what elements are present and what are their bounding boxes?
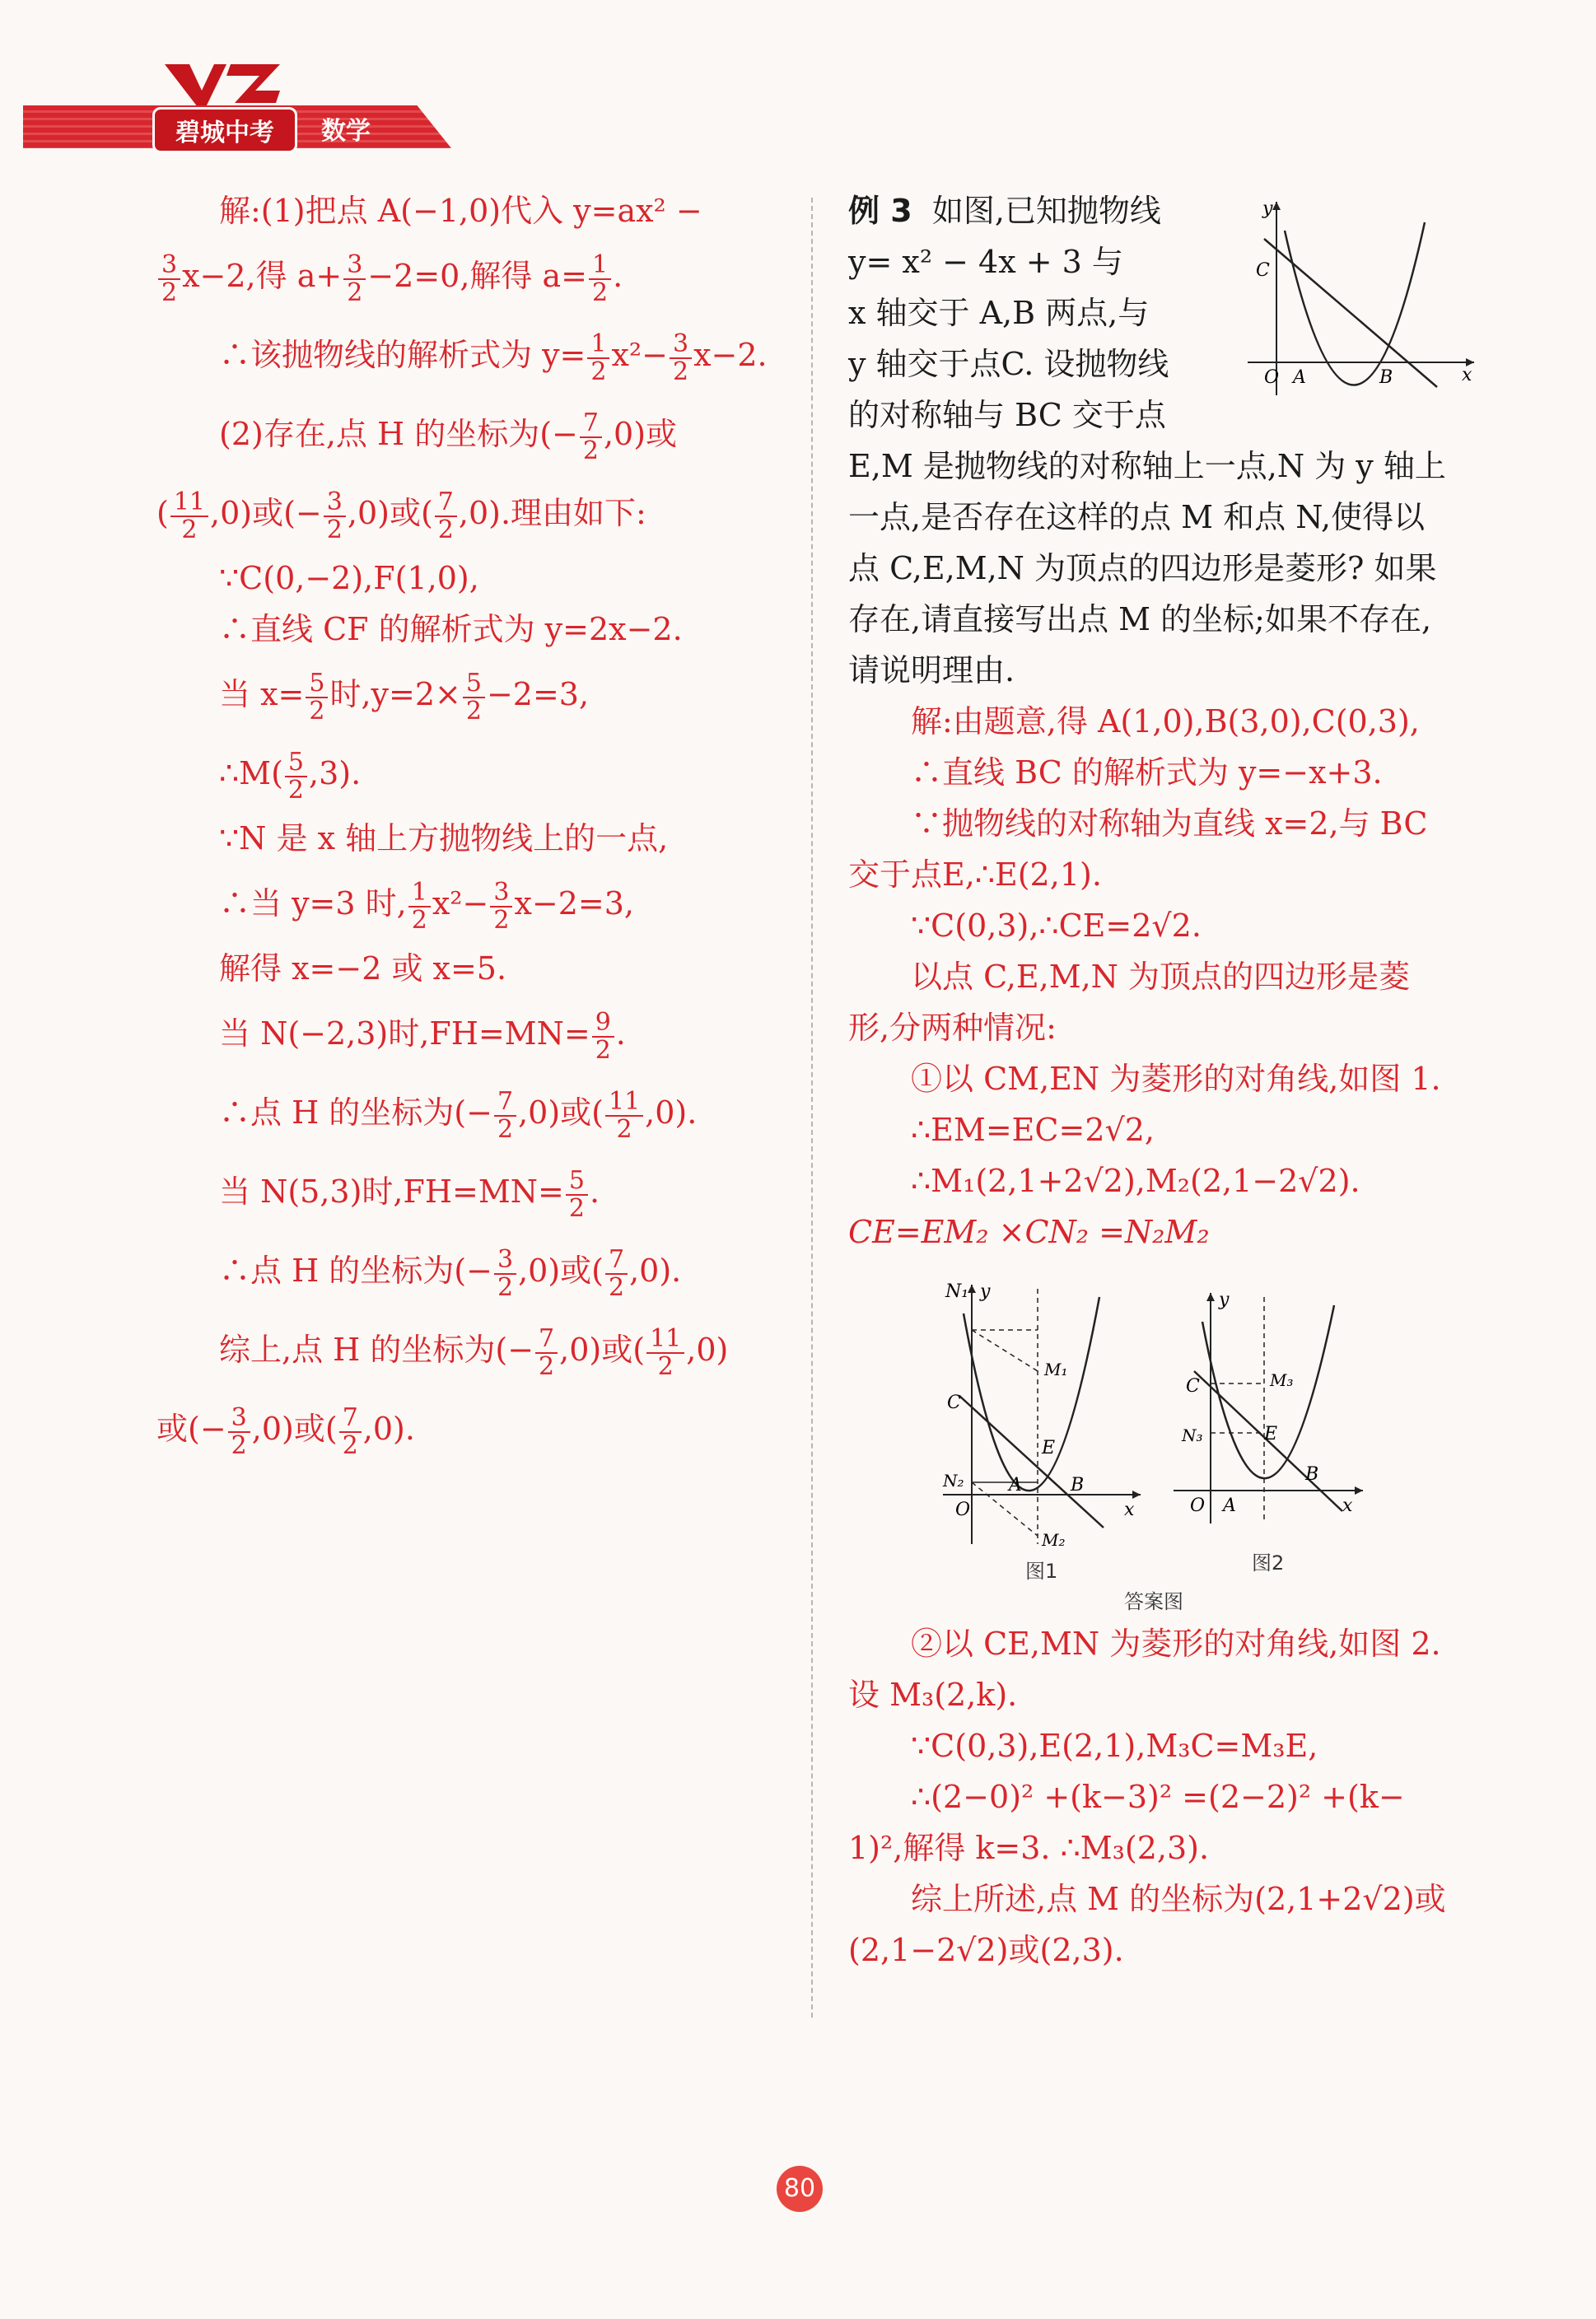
left-line-18: 或(− $\frac{3}{2}$ ,0)或( $\frac{7}{2}$ ,0). bbox=[156, 1403, 415, 1460]
svg-text:O: O bbox=[1264, 367, 1280, 388]
left-line-2: $\frac{3}{2}$ x−2,得 a+ $\frac{3}{2}$ −2=0,解得 a= $\frac{1}{2}$ . bbox=[156, 236, 791, 315]
svg-text:M₁: M₁ bbox=[1044, 1360, 1068, 1379]
left-line-7: ∴直线 CF 的解析式为 y=2x−2. bbox=[219, 611, 683, 647]
svg-text:E: E bbox=[1042, 1438, 1056, 1458]
svg-text:O: O bbox=[955, 1500, 971, 1520]
svg-text:B: B bbox=[1379, 367, 1393, 388]
figure-caption: 答案图 bbox=[1124, 1590, 1183, 1613]
svg-text:N₁: N₁ bbox=[945, 1281, 969, 1302]
svg-text:y: y bbox=[980, 1281, 991, 1302]
left-line-8: 当 x= $\frac{5}{2}$ 时,y=2× $\frac{5}{2}$ −2=3, bbox=[219, 669, 590, 726]
left-line-12: 解得 x=−2 或 x=5. bbox=[219, 950, 507, 987]
left-line-14: ∴点 H 的坐标为(− $\frac{7}{2}$ ,0)或( $\frac{11}{2}$ ,0). bbox=[219, 1087, 698, 1144]
svg-text:M₂: M₂ bbox=[1042, 1530, 1066, 1550]
svg-text:C: C bbox=[947, 1393, 961, 1413]
svg-text:B: B bbox=[1071, 1475, 1085, 1495]
svg-text:A: A bbox=[1009, 1475, 1022, 1495]
answer-figure-1 bbox=[939, 1281, 1145, 1561]
svg-text:y: y bbox=[1262, 198, 1273, 219]
figure-1-label: 图1 bbox=[1025, 1560, 1058, 1583]
solution-part2: ②以 CE,MN 为菱形的对角线,如图 2. 设 M₃(2,k). ∵C(0,3),E(2,1),M₃C=M₃E, ∴(2−0)² +(k−3)² =(2−2)² +(k− 1)²,解得 k=3. ∴M₃(2,3). 综上所述,点 M 的坐标为(2,1+2√2)或 (2,1−2√2)或(2,3). bbox=[848, 1626, 1446, 1968]
svg-text:B: B bbox=[1305, 1464, 1319, 1485]
column-divider bbox=[811, 198, 813, 2018]
svg-text:C: C bbox=[1186, 1376, 1200, 1397]
solution-part1: 解:由题意,得 A(1,0),B(3,0),C(0,3), ∴直线 BC 的解析式为 y=−x+3. ∵抛物线的对称轴为直线 x=2,与 BC 交于点E,∴E(2,1). ∵C(0,3),∴CE=2√2. 以点 C,E,M,N 为顶点的四边形是菱 形,分两种情况: ①以 CM,EN 为菱形的对角线,如图 1. ∴EM=EC=2√2, ∴M₁(2,1+2√2),M₂(2,1−2√2). CE=EM₂ ×CN₂ =N₂M₂ bbox=[848, 703, 1441, 1250]
page-number: 80 bbox=[777, 2166, 823, 2212]
svg-text:N₂: N₂ bbox=[943, 1471, 964, 1491]
brand-logo-icon bbox=[156, 58, 288, 109]
svg-text:x: x bbox=[1342, 1495, 1353, 1516]
left-line-17: 综上,点 H 的坐标为(− $\frac{7}{2}$ ,0)或( $\frac{11}{2}$ ,0) bbox=[219, 1324, 729, 1381]
answer-figure-2 bbox=[1169, 1289, 1367, 1528]
left-line-4: (2)存在,点 H 的坐标为(− $\frac{7}{2}$ ,0)或 bbox=[219, 408, 678, 465]
problem-body: E,M 是抛物线的对称轴上一点,N 为 y 轴上 一点,是否存在这样的点 M 和点 N,使得以 点 C,E,M,N 为顶点的四边形是菱形? 如果 存在,请直接写出点 M 的坐标;如果不存在, 请说明理由. bbox=[848, 448, 1446, 688]
left-line-11: ∴当 y=3 时, $\frac{1}{2}$ x²− $\frac{3}{2}$ x−2=3, bbox=[219, 878, 634, 935]
left-line-16: ∴点 H 的坐标为(− $\frac{3}{2}$ ,0)或( $\frac{7}{2}$ ,0). bbox=[219, 1245, 682, 1302]
page-header bbox=[0, 58, 461, 156]
figure-2-label: 图2 bbox=[1252, 1551, 1285, 1575]
fraction-3-2: $\frac{3}{2}$ bbox=[158, 252, 180, 306]
left-line-3: ∴该抛物线的解析式为 y= $\frac{1}{2}$ x²− $\frac{3}{2}$ x−2. bbox=[219, 329, 768, 386]
left-line-6: ∵C(0,−2),F(1,0), bbox=[219, 560, 479, 596]
left-line-9: ∴M( $\frac{5}{2}$ ,3). bbox=[219, 748, 362, 805]
svg-text:y: y bbox=[1219, 1290, 1230, 1310]
svg-text:E: E bbox=[1264, 1424, 1278, 1444]
problem-intro: 例 3 如图,已知抛物线 y= x² − 4x + 3 与 x 轴交于 A,B 两点,与 y 轴交于点C. 设抛物线 的对称轴与 BC 交于点 bbox=[848, 193, 1169, 433]
svg-text:N₃: N₃ bbox=[1182, 1425, 1203, 1445]
svg-text:C: C bbox=[1256, 260, 1270, 281]
problem-parabola-figure bbox=[1239, 198, 1478, 404]
svg-text:A: A bbox=[1293, 367, 1306, 388]
svg-text:O: O bbox=[1190, 1495, 1206, 1516]
svg-text:x: x bbox=[1124, 1500, 1135, 1520]
subject-label: 数学 bbox=[321, 117, 371, 146]
left-line-13: 当 N(−2,3)时,FH=MN= $\frac{9}{2}$ . bbox=[219, 1008, 626, 1065]
left-line-15: 当 N(5,3)时,FH=MN= $\frac{5}{2}$ . bbox=[219, 1166, 600, 1223]
left-line-5: ( $\frac{11}{2}$ ,0)或(− $\frac{3}{2}$ ,0)或( $\frac{7}{2}$ ,0).理由如下: bbox=[156, 488, 646, 544]
left-line-10: ∵N 是 x 轴上方抛物线上的一点, bbox=[219, 820, 669, 856]
left-column bbox=[156, 185, 791, 1468]
series-badge: 碧城中考 bbox=[152, 107, 297, 153]
left-line-1: 解:(1)把点 A(−1,0)代入 y=ax² − bbox=[219, 193, 702, 229]
example-number: 例 3 bbox=[848, 193, 912, 229]
svg-text:M₃: M₃ bbox=[1270, 1370, 1294, 1390]
svg-text:A: A bbox=[1223, 1495, 1236, 1516]
svg-text:x: x bbox=[1462, 365, 1472, 385]
